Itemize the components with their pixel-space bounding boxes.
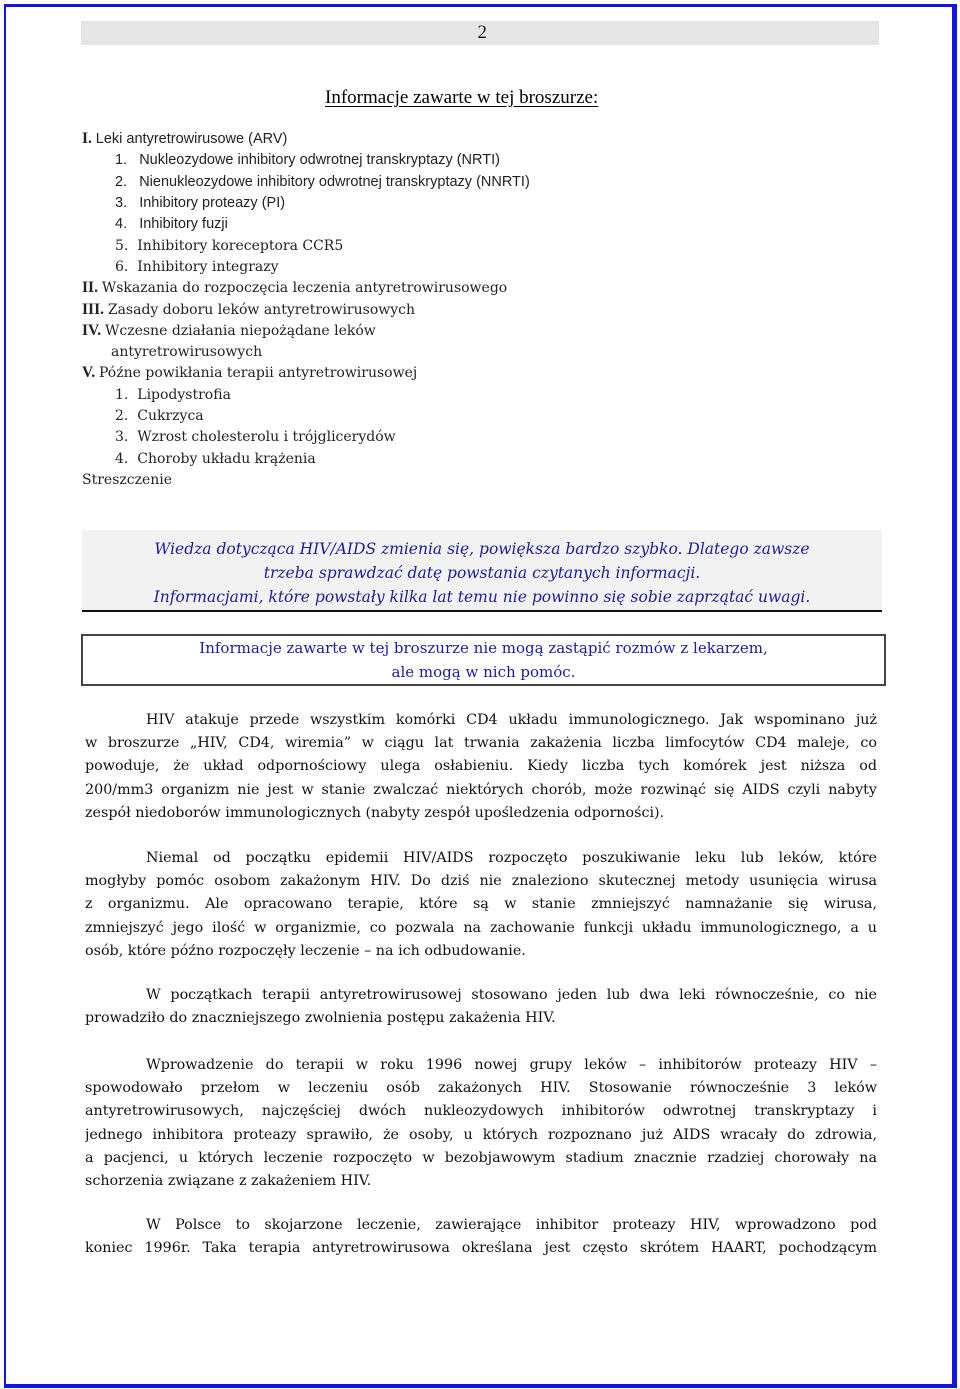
toc-entry-text: Nukleozydowe inhibitory odwrotnej transkryptazy (NRTI): [139, 152, 500, 168]
toc-entry: [115, 150, 500, 170]
paragraph-line: W Polsce to skojarzone leczenie, zawierające inhibitor proteazy HIV, wprowadzono pod: [146, 1217, 877, 1233]
page-number: 2: [477, 22, 487, 43]
paragraph-line: zmniejszyć jego ilość w organizmie, co pozwala na zachowanie funkcji układu immunologicznego, a u: [85, 919, 877, 936]
toc-entry-text: Cukrzyca: [137, 408, 204, 424]
toc-entry-text: Lipodystrofia: [137, 387, 231, 403]
toc-entry: [82, 300, 415, 320]
toc-entry-text: Leki antyretrowirusowe (ARV): [95, 131, 288, 147]
toc-entry-number: 2.: [115, 408, 129, 424]
toc-entry: [82, 321, 376, 341]
toc-entry-number: 6.: [115, 259, 129, 275]
toc-entry-text: Choroby układu krążenia: [137, 451, 316, 467]
toc-entry-number: IV.: [82, 322, 102, 339]
toc-entry-text: Późne powikłania terapii antyretrowirusowej: [98, 365, 418, 381]
body-paragraph: [85, 1054, 877, 1193]
toc-entry: [115, 385, 231, 405]
toc-entry-text: Zasady doboru leków antyretrowirusowych: [107, 302, 415, 318]
toc-entry: [115, 172, 530, 192]
toc-entry-number: V.: [82, 364, 96, 381]
toc-entry: [115, 406, 204, 426]
body-paragraph: [85, 984, 877, 1030]
update-warning-line: Informacjami, które powstały kilka lat temu nie powinno się sobie zaprzątać uwagi.: [153, 588, 811, 606]
toc-entry: [115, 449, 316, 469]
update-warning-line: Wiedza dotycząca HIV/AIDS zmienia się, powiększa bardzo szybko. Dlatego zawsze: [154, 540, 810, 558]
paragraph-line: zespół niedoborów immunologicznych (nabyty zespół upośledzenia odporności).: [85, 804, 665, 821]
toc-entry-text: antyretrowirusowych: [111, 344, 263, 360]
paragraph-line: 200/mm3 organizm nie jest w stanie zwalczać niektórych chorób, może rozwinąć się AIDS czyli nabyty: [85, 781, 877, 798]
toc-entry-text: Wczesne działania niepożądane leków: [104, 323, 376, 339]
toc-title: Informacje zawarte w tej broszurze:: [325, 87, 599, 108]
toc-entry-number: I.: [82, 130, 92, 147]
paragraph-line: koniec 1996r. Taka terapia antyretrowirusowa określana jest często skrótem HAART, pochodzącym: [85, 1240, 877, 1257]
toc-entry-text: Inhibitory integrazy: [137, 259, 279, 275]
toc-entry: [82, 363, 417, 383]
body-paragraph: [85, 709, 877, 825]
paragraph-line: w broszurze „HIV, CD4, wiremia” w ciągu lat trwania zakażenia liczba limfocytów CD4 maleje, co: [85, 735, 877, 752]
paragraph-line: z organizmu. Ale opracowano terapie, które są w stanie zmniejszyć namnażanie się wirusa,: [85, 896, 877, 913]
toc-entry-text: Inhibitory proteazy (PI): [139, 195, 286, 211]
paragraph-line: jednego inhibitora proteazy sprawiło, że osoby, u których rozpoznano już AIDS wracały do zdrowia,: [85, 1126, 877, 1143]
toc-entry-text: Inhibitory fuzji: [139, 216, 228, 232]
toc-entry-number: 1.: [115, 387, 129, 403]
update-warning-box: [82, 530, 882, 612]
toc-entry: [115, 257, 279, 277]
paragraph-line: mogłyby pomóc osobom zakażonym HIV. Do dziś nie znaleziono skutecznej metody usunięcia wirusa: [85, 873, 877, 890]
update-warning-line: trzeba sprawdzać datę powstania czytanych informacji.: [263, 564, 701, 582]
doctor-notice-box: [81, 634, 886, 686]
paragraph-line: schorzenia związane z zakażeniem HIV.: [85, 1172, 372, 1189]
paragraph-line: a pacjenci, u których leczenie rozpoczęto w bezobjawowym stadium znacznie rzadziej chorowały na: [85, 1149, 877, 1166]
body-paragraph: [85, 847, 877, 963]
toc-entry-text: Inhibitory koreceptora CCR5: [137, 238, 344, 254]
toc-entry-number: 3.: [115, 429, 129, 445]
paragraph-line: spowodowało przełom w leczeniu osób zakażonych HIV. Stosowanie równocześnie 3 leków: [85, 1080, 877, 1097]
paragraph-line: HIV atakuje przede wszystkim komórki CD4 układu immunologicznego. Jak wspominano już: [146, 712, 877, 728]
toc-entry-text: Nienukleozydowe inhibitory odwrotnej transkryptazy (NNRTI): [139, 174, 530, 190]
toc-entry-number: 4.: [115, 451, 129, 467]
toc-entry-number: III.: [82, 301, 104, 318]
toc-entry: [115, 236, 343, 256]
paragraph-line: Niemal od początku epidemii HIV/AIDS rozpoczęto poszukiwanie leku lub leków, które: [146, 850, 877, 866]
toc-entry: [82, 129, 287, 149]
paragraph-line: powoduje, że układ odpornościowy ulega osłabieniu. Kiedy liczba tych komórek jest niższa od: [85, 758, 877, 775]
page-header-bar: [81, 21, 879, 45]
toc-entry: [115, 214, 228, 234]
toc-entry-number: 4.: [115, 216, 128, 232]
toc-entry: [82, 470, 172, 490]
toc-entry-continuation: [111, 342, 262, 362]
toc-entry-text: Wzrost cholesterolu i trójglicerydów: [137, 429, 396, 445]
body-paragraph: [85, 1214, 877, 1260]
doctor-notice-line: ale mogą w nich pomóc.: [391, 663, 576, 681]
toc-entry-number: 2.: [115, 174, 128, 190]
toc-entry-number: 1.: [115, 152, 128, 168]
toc-entry: [115, 193, 285, 213]
toc-entry-text: Streszczenie: [82, 472, 173, 488]
toc-entry: [115, 427, 396, 447]
toc-entry-number: 5.: [115, 238, 129, 254]
paragraph-line: osób, które późno rozpoczęły leczenie – na ich odbudowanie.: [85, 942, 526, 959]
toc-entry-number: 3.: [115, 195, 128, 211]
paragraph-line: Wprowadzenie do terapii w roku 1996 nowej grupy leków – inhibitorów proteazy HIV –: [146, 1057, 877, 1073]
toc-entry-text: Wskazania do rozpoczęcia leczenia antyretrowirusowego: [101, 280, 508, 296]
doctor-notice-line: Informacje zawarte w tej broszurze nie mogą zastąpić rozmów z lekarzem,: [199, 639, 768, 657]
paragraph-line: W początkach terapii antyretrowirusowej stosowano jeden lub dwa leki równocześnie, co nie: [146, 987, 877, 1003]
paragraph-line: prowadziło do znaczniejszego zwolnienia postępu zakażenia HIV.: [85, 1010, 556, 1027]
paragraph-line: antyretrowirusowych, najczęściej dwóch nukleozydowych inhibitorów odwrotnej transkryptazy i: [85, 1103, 877, 1120]
toc-entry-number: II.: [82, 279, 98, 296]
toc-entry: [82, 278, 507, 298]
